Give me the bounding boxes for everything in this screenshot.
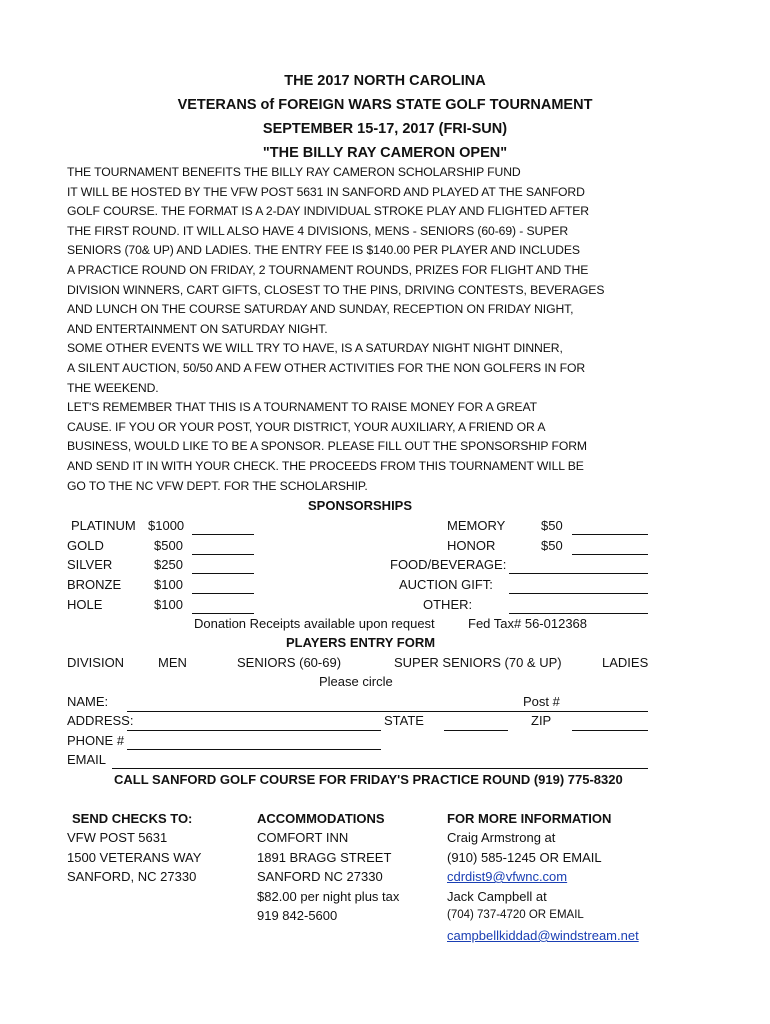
zip-label: ZIP: [531, 713, 552, 728]
contact-2-name: Jack Campbell at: [447, 889, 547, 904]
sponsor-hole-line[interactable]: [192, 613, 254, 614]
division-label: DIVISION: [67, 655, 125, 670]
body-line: BUSINESS, WOULD LIKE TO BE A SPONSOR. PLEASE FILL OUT THE SPONSORSHIP FORM: [67, 439, 587, 454]
post-number-label: Post #: [523, 694, 560, 709]
division-option-seniors[interactable]: SENIORS (60-69): [237, 655, 342, 670]
body-line: GO TO THE NC VFW DEPT. FOR THE SCHOLARSHIP.: [67, 478, 368, 493]
please-circle-note: Please circle: [319, 674, 393, 689]
sponsor-gold-label: GOLD: [67, 538, 104, 553]
title-line-2: VETERANS of FOREIGN WARS STATE GOLF TOURNAMENT: [177, 97, 593, 113]
email-label: EMAIL: [67, 752, 107, 767]
send-checks-heading: SEND CHECKS TO:: [72, 811, 193, 826]
sponsor-auction-label: AUCTION GIFT:: [399, 577, 493, 592]
accommodations-line-5: 919 842-5600: [257, 908, 338, 923]
sponsor-silver-line[interactable]: [192, 573, 254, 574]
sponsor-hole-amount: $100: [154, 597, 183, 612]
fed-tax-number: Fed Tax# 56-012368: [468, 616, 588, 631]
email-field[interactable]: [112, 768, 648, 769]
sponsor-auction-line[interactable]: [509, 593, 648, 594]
sponsor-other-label: OTHER:: [423, 597, 473, 612]
body-line: IT WILL BE HOSTED BY THE VFW POST 5631 IN SANFORD AND PLAYED AT THE SANFORD: [67, 184, 585, 199]
sponsor-gold-line[interactable]: [192, 554, 254, 555]
sponsor-hole-label: HOLE: [67, 597, 103, 612]
sponsor-honor-amount: $50: [541, 538, 563, 553]
accommodations-line-2: 1891 BRAGG STREET: [257, 850, 392, 865]
send-line-3: SANFORD, NC 27330: [67, 869, 197, 884]
sponsor-gold-amount: $500: [154, 538, 183, 553]
sponsor-memory-amount: $50: [541, 518, 563, 533]
sponsor-platinum-label: PLATINUM: [71, 518, 136, 533]
body-line: THE WEEKEND.: [67, 380, 159, 395]
phone-label: PHONE #: [67, 733, 125, 748]
accommodations-line-4: $82.00 per night plus tax: [257, 889, 400, 904]
sponsor-silver-amount: $250: [154, 557, 183, 572]
accommodations-heading: ACCOMMODATIONS: [257, 811, 385, 826]
body-line: SENIORS (70& UP) AND LADIES. THE ENTRY FEE IS $140.00 PER PLAYER AND INCLUDES: [67, 243, 580, 258]
body-line: THE FIRST ROUND. IT WILL ALSO HAVE 4 DIVISIONS, MENS - SENIORS (60-69) - SUPER: [67, 223, 569, 238]
body-line: SOME OTHER EVENTS WE WILL TRY TO HAVE, IS A SATURDAY NIGHT NIGHT DINNER,: [67, 341, 563, 356]
sponsor-honor-line[interactable]: [572, 554, 648, 555]
send-line-1: VFW POST 5631: [67, 830, 168, 845]
body-line: LET'S REMEMBER THAT THIS IS A TOURNAMENT TO RAISE MONEY FOR A GREAT: [67, 400, 537, 415]
body-line: AND SEND IT IN WITH YOUR CHECK. THE PROCEEDS FROM THIS TOURNAMENT WILL BE: [67, 459, 584, 473]
sponsor-memory-label: MEMORY: [447, 518, 506, 533]
body-line: A PRACTICE ROUND ON FRIDAY, 2 TOURNAMENT ROUNDS, PRIZES FOR FLIGHT AND THE: [67, 263, 589, 277]
body-line: A SILENT AUCTION, 50/50 AND A FEW OTHER ACTIVITIES FOR THE NON GOLFERS IN FOR: [67, 361, 586, 375]
state-label: STATE: [384, 713, 424, 728]
name-label: NAME:: [67, 694, 109, 709]
title-line-1: THE 2017 NORTH CAROLINA: [284, 73, 486, 89]
body-line: CAUSE. IF YOU OR YOUR POST, YOUR DISTRICT, YOUR AUXILIARY, A FRIEND OR A: [67, 419, 546, 434]
division-option-super-seniors[interactable]: SUPER SENIORS (70 & UP): [394, 655, 562, 670]
name-field[interactable]: [127, 711, 648, 712]
division-option-men[interactable]: MEN: [158, 655, 187, 670]
sponsor-bronze-line[interactable]: [192, 593, 254, 594]
accommodations-line-3: SANFORD NC 27330: [257, 869, 383, 884]
division-option-ladies[interactable]: LADIES: [602, 655, 649, 670]
phone-field[interactable]: [127, 749, 381, 750]
sponsor-platinum-line[interactable]: [192, 534, 254, 535]
sponsor-other-line[interactable]: [509, 613, 648, 614]
contact-2-email-link[interactable]: campbellkiddad@windstream.net: [447, 928, 639, 943]
sponsor-bronze-label: BRONZE: [67, 577, 122, 592]
body-line: AND ENTERTAINMENT ON SATURDAY NIGHT.: [67, 321, 328, 336]
sponsor-bronze-amount: $100: [154, 577, 183, 592]
zip-field[interactable]: [572, 730, 648, 731]
sponsor-food-line[interactable]: [509, 573, 648, 574]
title-line-4: "THE BILLY RAY CAMERON OPEN": [262, 145, 508, 161]
contact-1-phone: (910) 585-1245 OR EMAIL: [447, 850, 602, 865]
body-line: GOLF COURSE. THE FORMAT IS A 2-DAY INDIVIDUAL STROKE PLAY AND FLIGHTED AFTER: [67, 204, 589, 219]
body-line: DIVISION WINNERS, CART GIFTS, CLOSEST TO THE PINS, DRIVING CONTESTS, BEVERAGES: [67, 282, 605, 297]
entry-form-heading: PLAYERS ENTRY FORM: [286, 635, 436, 650]
sponsor-silver-label: SILVER: [67, 557, 113, 572]
sponsor-food-label: FOOD/BEVERAGE:: [390, 557, 507, 572]
address-label: ADDRESS:: [67, 713, 134, 728]
sponsorships-heading: SPONSORSHIPS: [308, 498, 413, 513]
accommodations-line-1: COMFORT INN: [257, 830, 349, 845]
sponsor-memory-line[interactable]: [572, 534, 648, 535]
contact-2-phone: (704) 737-4720 OR EMAIL: [447, 909, 584, 921]
more-info-heading: FOR MORE INFORMATION: [447, 811, 612, 826]
contact-1-name: Craig Armstrong at: [447, 830, 556, 845]
donation-receipts-note: Donation Receipts available upon request: [194, 616, 435, 631]
contact-1-email-link[interactable]: cdrdist9@vfwnc.com: [447, 869, 568, 884]
sponsor-platinum-amount: $1000: [148, 518, 185, 533]
practice-round-call: CALL SANFORD GOLF COURSE FOR FRIDAY'S PRACTICE ROUND (919) 775-8320: [114, 772, 623, 787]
sponsor-honor-label: HONOR: [447, 538, 496, 553]
send-line-2: 1500 VETERANS WAY: [67, 850, 202, 865]
state-field[interactable]: [444, 730, 508, 731]
address-field[interactable]: [127, 730, 381, 731]
body-line: THE TOURNAMENT BENEFITS THE BILLY RAY CAMERON SCHOLARSHIP FUND: [67, 165, 521, 179]
title-line-3: SEPTEMBER 15-17, 2017 (FRI-SUN): [262, 121, 508, 137]
body-line: AND LUNCH ON THE COURSE SATURDAY AND SUNDAY, RECEPTION ON FRIDAY NIGHT,: [67, 302, 574, 317]
